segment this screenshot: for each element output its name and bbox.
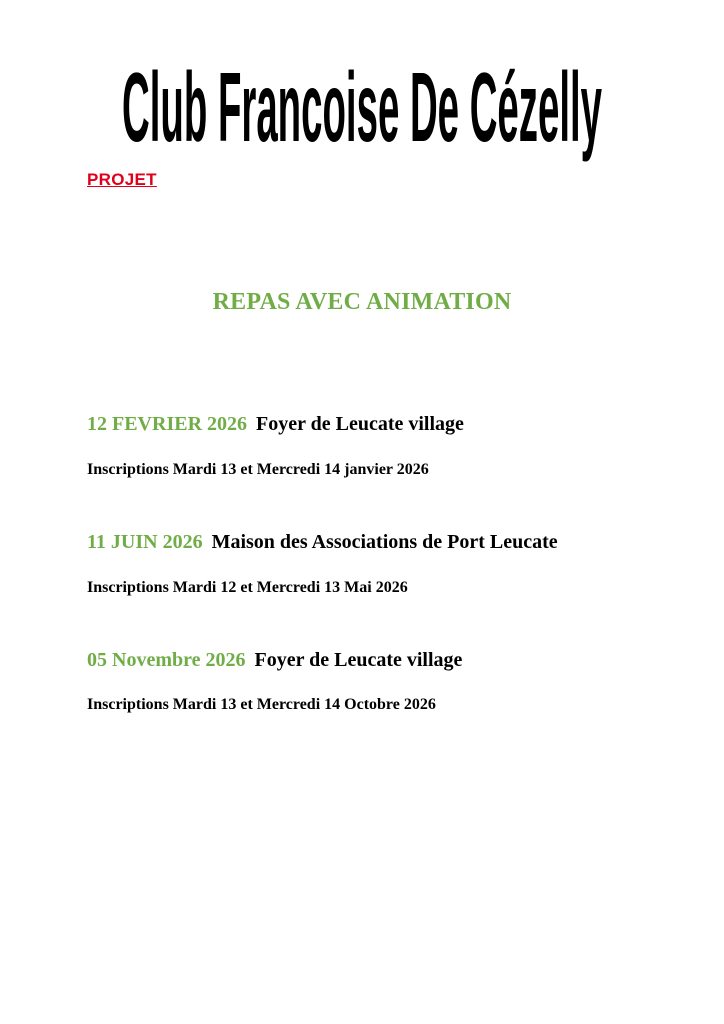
project-label: PROJET <box>87 170 157 189</box>
event-3-place: Foyer de Leucate village <box>254 649 463 671</box>
event-2-date: 11 JUIN 2026 <box>87 531 203 553</box>
event-1-line <box>87 413 464 436</box>
event-2-line <box>87 531 558 554</box>
club-name-wordart <box>112 30 612 170</box>
club-name-text: Club Francoise De Cézelly <box>121 52 602 162</box>
event-1-place: Foyer de Leucate village <box>256 413 464 435</box>
event-3-line <box>87 649 462 672</box>
event-2-place: Maison des Associations de Port Leucate <box>211 531 558 553</box>
event-1-date: 12 FEVRIER 2026 <box>87 413 248 435</box>
event-3-date: 05 Novembre 2026 <box>87 649 246 671</box>
club-name-wordart-svg <box>112 30 612 170</box>
event-2-registration: Inscriptions Mardi 12 et Mercredi 13 Mai 2026 <box>87 579 408 596</box>
event-3-registration: Inscriptions Mardi 13 et Mercredi 14 Octobre 2026 <box>87 696 436 713</box>
page-title: REPAS AVEC ANIMATION <box>212 289 512 315</box>
event-1-registration: Inscriptions Mardi 13 et Mercredi 14 janvier 2026 <box>87 461 429 478</box>
